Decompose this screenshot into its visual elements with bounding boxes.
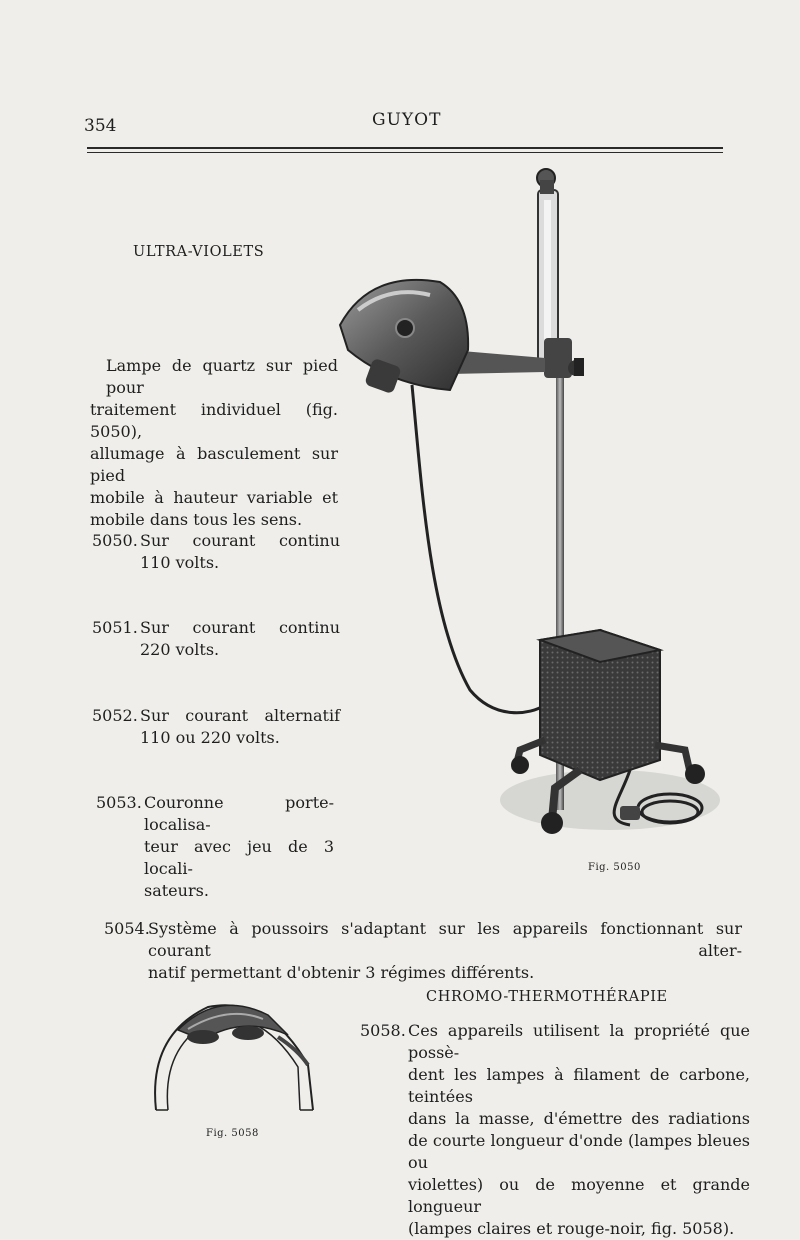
catalog-item-5053 — [96, 792, 346, 900]
uv-intro-line: traitement individuel (fig. 5050), — [90, 400, 338, 441]
section-title-ultra-violets: ULTRA-VIOLETS — [133, 244, 265, 260]
item-number: 5053. — [96, 793, 142, 812]
item-line: violettes) ou de moyenne et grande longueur — [408, 1175, 750, 1216]
arch-lamp-illustration — [148, 995, 318, 1120]
header-rule-thin — [87, 152, 723, 153]
item-line: 110 volts. — [140, 553, 220, 572]
item-number: 5052. — [92, 706, 138, 725]
item-line: 220 volts. — [140, 640, 220, 659]
uv-intro-line: Lampe de quartz sur pied pour — [106, 356, 338, 397]
lamp-stand-illustration — [330, 160, 730, 850]
item-line: Sur courant alternatif — [140, 706, 340, 725]
item-line: natif permettant d'obtenir 3 régimes différents. — [148, 963, 535, 982]
catalog-item-5058 — [360, 1020, 750, 1238]
uv-intro-line: allumage à basculement sur pied — [90, 444, 338, 485]
item-number: 5054. — [104, 919, 150, 938]
item-number: 5058. — [360, 1021, 406, 1040]
running-head: GUYOT — [372, 110, 442, 130]
item-line: dans la masse, d'émettre des radiations — [408, 1109, 750, 1128]
catalog-item-5050 — [92, 530, 342, 580]
item-line: de courte longueur d'onde (lampes bleues ou — [408, 1131, 750, 1172]
uv-intro-paragraph — [90, 355, 338, 531]
item-line: Système à poussoirs s'adaptant sur les appareils fonctionnant sur courant alter- — [148, 919, 742, 960]
uv-intro-line: mobile à hauteur variable et — [90, 488, 338, 507]
item-line: dent les lampes à filament de carbone, teintées — [408, 1065, 750, 1106]
item-line: Ces appareils utilisent la propriété que possè- — [408, 1021, 750, 1062]
catalog-item-5054 — [104, 918, 744, 982]
section-title-chromo-thermotherapie: CHROMO-THERMOTHÉRAPIE — [426, 989, 668, 1005]
item-line: sateurs. — [144, 881, 209, 900]
catalog-item-5052 — [92, 705, 342, 755]
item-line: Sur courant continu — [140, 618, 340, 637]
figure-caption-5050: Fig. 5050 — [588, 862, 641, 873]
header-rule — [87, 147, 723, 149]
item-line: teur avec jeu de 3 locali- — [144, 837, 334, 878]
item-line: Sur courant continu — [140, 531, 340, 550]
item-line: Couronne porte-localisa- — [144, 793, 334, 834]
item-number: 5050. — [92, 531, 138, 550]
item-line: 110 ou 220 volts. — [140, 728, 280, 747]
page-number: 354 — [84, 116, 117, 136]
catalog-item-5051 — [92, 617, 342, 667]
item-line: (lampes claires et rouge-noir, fig. 5058). — [408, 1219, 735, 1238]
item-number: 5051. — [92, 618, 138, 637]
uv-intro-line: mobile dans tous les sens. — [90, 510, 303, 529]
figure-caption-5058: Fig. 5058 — [206, 1128, 259, 1139]
